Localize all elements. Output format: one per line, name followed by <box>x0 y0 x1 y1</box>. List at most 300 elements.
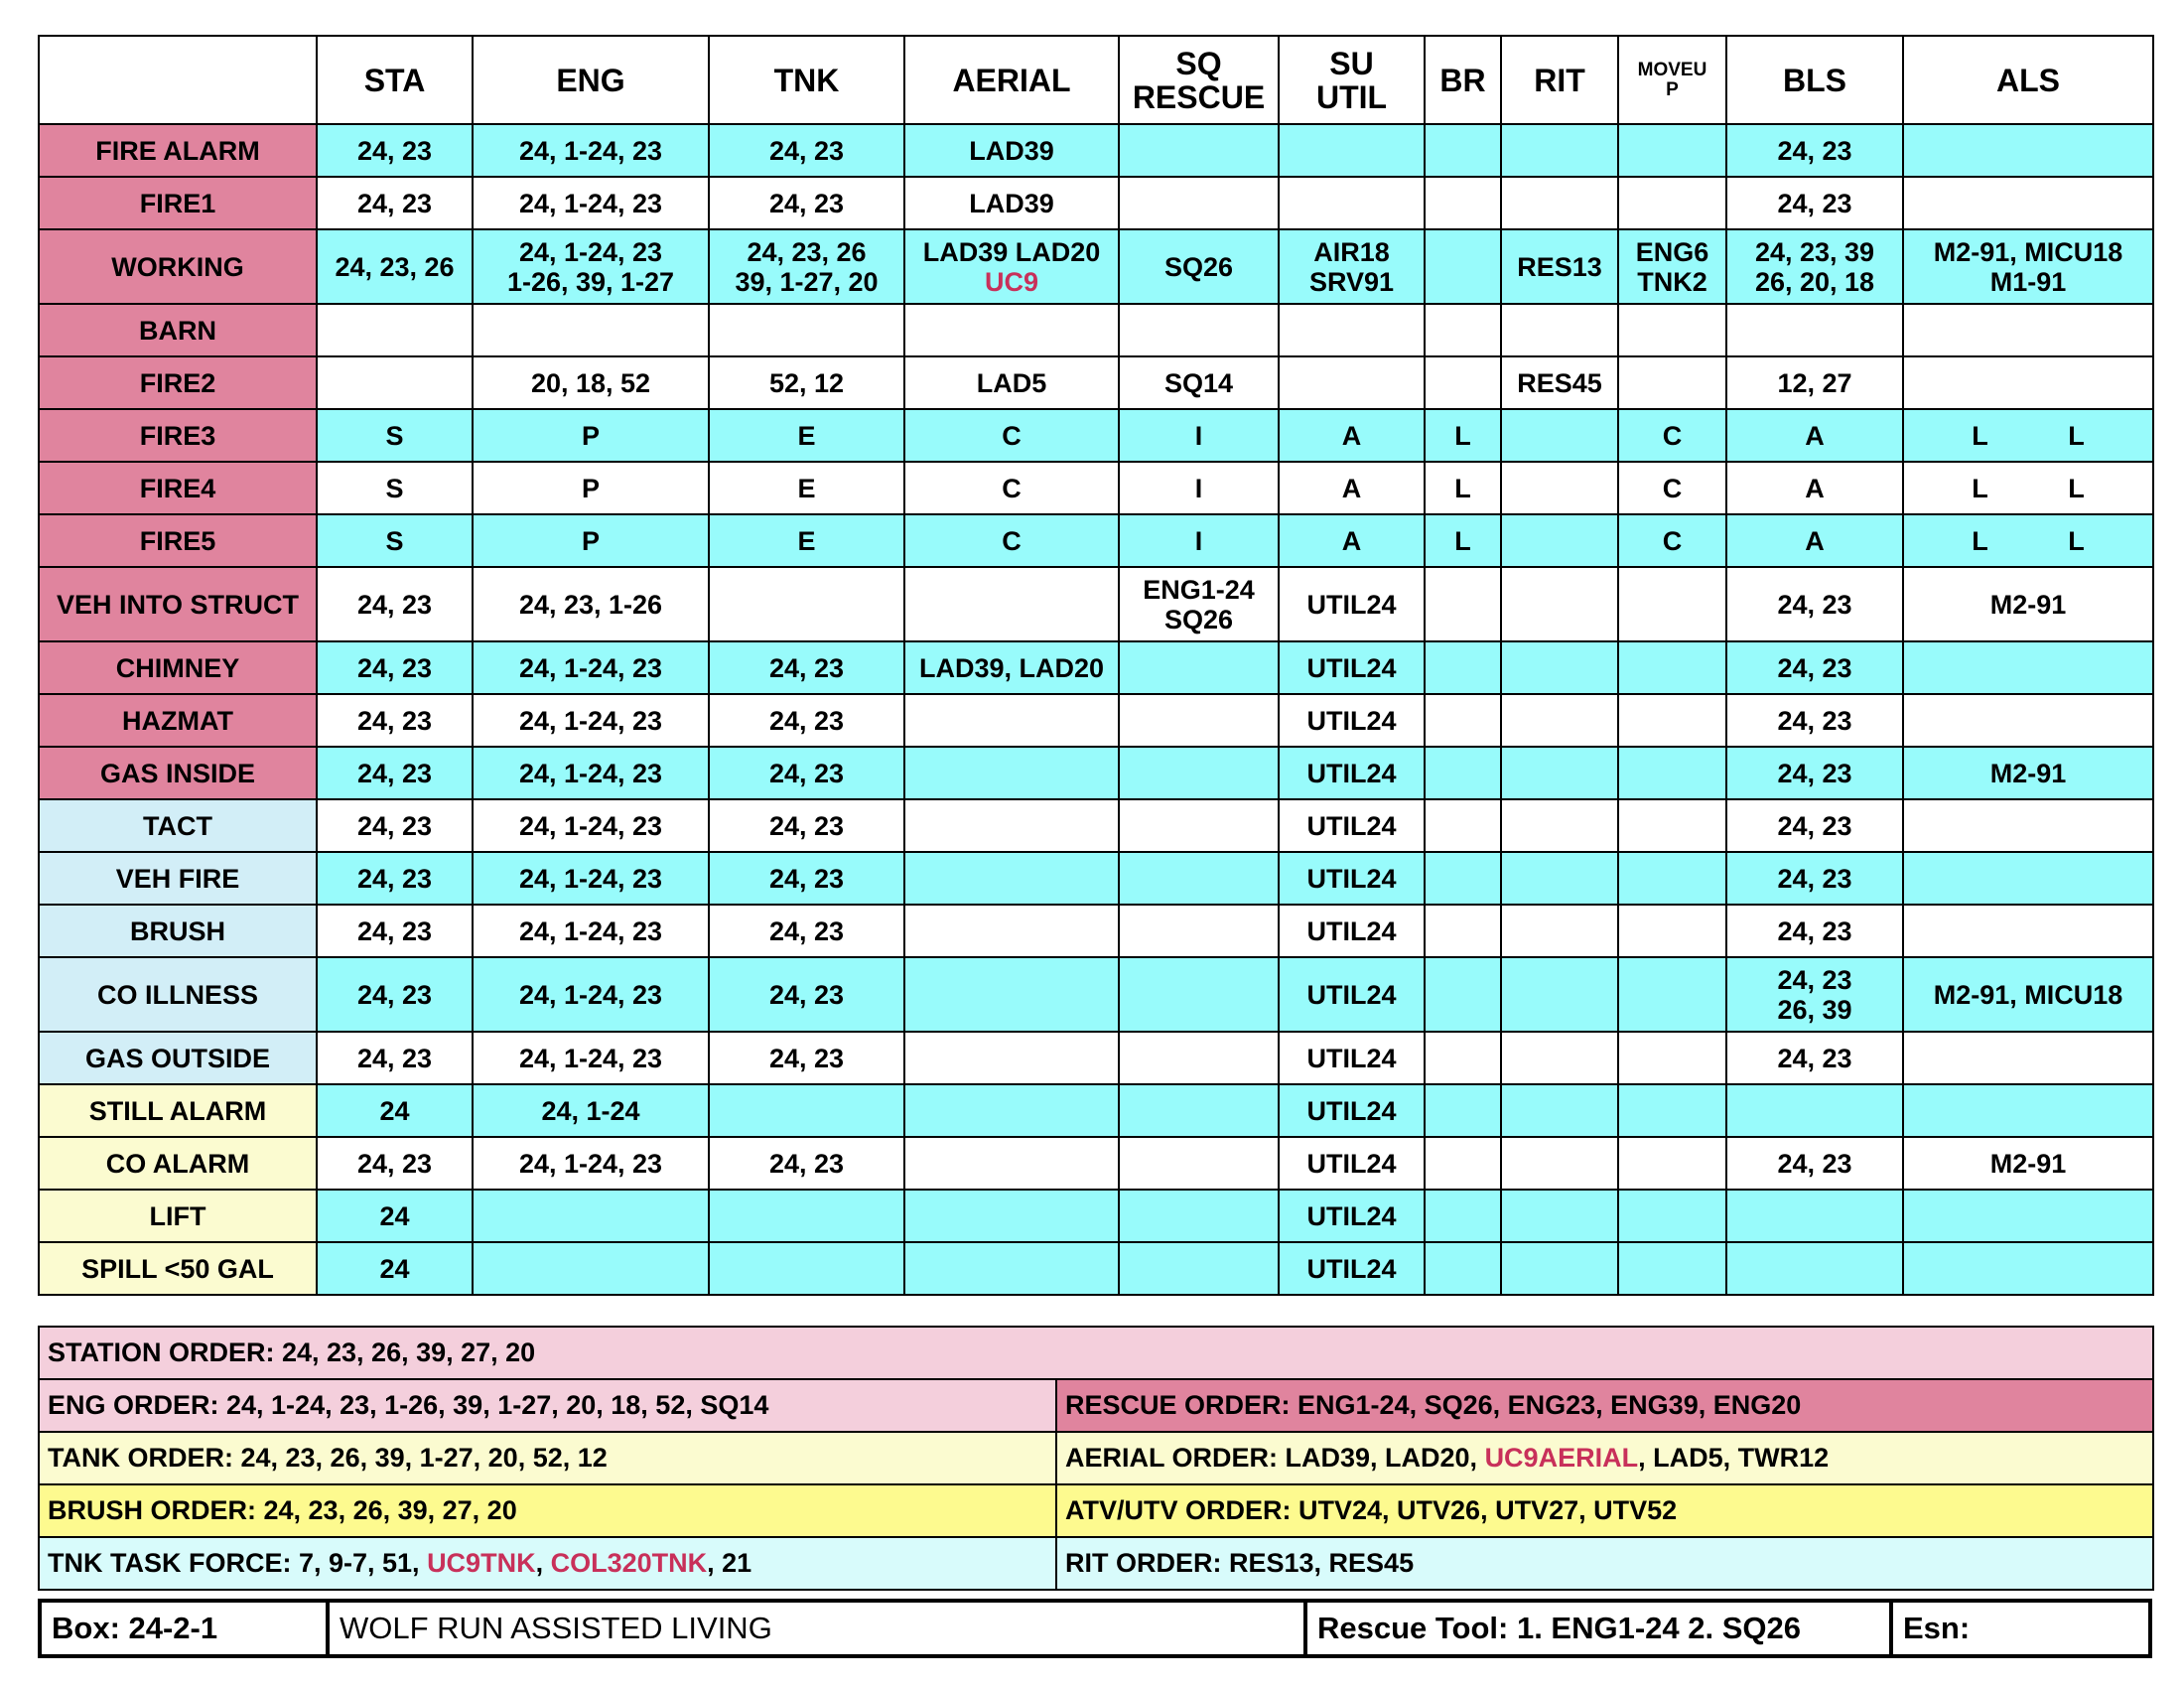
cell-text: C <box>1002 420 1022 451</box>
cell-su-util <box>1279 409 1425 462</box>
cell-aerial <box>904 747 1119 799</box>
cell-text: 24 <box>379 1253 410 1284</box>
cell-als <box>1903 641 2153 694</box>
cell-tnk <box>709 229 904 304</box>
cell-rit <box>1501 409 1618 462</box>
cell-text: C <box>1002 525 1022 556</box>
cell-text: UTIL24 <box>1306 758 1397 788</box>
cell-text: UTIL24 <box>1306 589 1397 620</box>
header-sq-rescue: SQ RESCUE <box>1119 36 1279 124</box>
cell-text: I <box>1194 525 1203 556</box>
cell-br <box>1425 852 1501 905</box>
row-label: CHIMNEY <box>39 641 317 694</box>
cell-text: 24, 23 26, 39 <box>1777 964 1852 1025</box>
cell-moveup <box>1618 905 1726 957</box>
table-row <box>39 1137 2153 1190</box>
cell-eng <box>473 304 709 356</box>
cell-text: 24, 23 <box>356 758 433 788</box>
cell-tnk <box>709 1242 904 1295</box>
cell-br <box>1425 177 1501 229</box>
cell-tnk <box>709 409 904 462</box>
aerial-order-text-end: , LAD5, TWR12 <box>1638 1443 1830 1473</box>
row-label: BARN <box>39 304 317 356</box>
cell-br <box>1425 1084 1501 1137</box>
cell-moveup <box>1618 304 1726 356</box>
cell-text: C <box>1662 420 1683 451</box>
cell-sq-rescue <box>1119 462 1279 514</box>
cell-moveup <box>1618 124 1726 177</box>
cell-text: 24, 1-24, 23 <box>518 1148 663 1179</box>
cell-als <box>1903 1084 2153 1137</box>
cell-su-util <box>1279 124 1425 177</box>
split-cell-part: L <box>1972 473 1988 503</box>
cell-sq-rescue <box>1119 124 1279 177</box>
cell-sq-rescue <box>1119 747 1279 799</box>
table-row <box>39 957 2153 1032</box>
cell-als <box>1903 747 2153 799</box>
cell-su-util <box>1279 852 1425 905</box>
cell-br <box>1425 641 1501 694</box>
cell-bls <box>1726 356 1903 409</box>
split-cell <box>1908 421 2148 451</box>
cell-eng <box>473 747 709 799</box>
cell-aerial <box>904 409 1119 462</box>
brush-atv-row <box>39 1484 2153 1537</box>
cell-text: UTIL24 <box>1306 705 1397 736</box>
cell-su-util <box>1279 229 1425 304</box>
cell-text: E <box>797 473 816 503</box>
cell-rit <box>1501 304 1618 356</box>
cell-als <box>1903 1242 2153 1295</box>
cell-text: I <box>1194 420 1203 451</box>
cell-sq-rescue <box>1119 957 1279 1032</box>
cell-text: UTIL24 <box>1306 1253 1397 1284</box>
cell-text: C <box>1662 525 1683 556</box>
table-row <box>39 1032 2153 1084</box>
cell-text: 24, 23 <box>1777 863 1852 894</box>
row-label: CO ILLNESS <box>39 957 317 1032</box>
row-label: WORKING <box>39 229 317 304</box>
task-force-text-end: , 21 <box>707 1548 752 1578</box>
cell-text: 24, 23 <box>1777 758 1852 788</box>
cell-aerial <box>904 124 1119 177</box>
cell-sq-rescue <box>1119 1190 1279 1242</box>
cell-text: 24, 23 <box>1777 915 1852 946</box>
cell-tnk <box>709 641 904 694</box>
cell-sta <box>317 177 473 229</box>
cell-bls <box>1726 1032 1903 1084</box>
cell-text: 24, 23 <box>356 810 433 841</box>
cell-aerial <box>904 304 1119 356</box>
cell-text: E <box>797 525 816 556</box>
cell-su-util <box>1279 905 1425 957</box>
rit-order: RIT ORDER: RES13, RES45 <box>1056 1537 2153 1590</box>
cell-bls <box>1726 1242 1903 1295</box>
cell-bls <box>1726 957 1903 1032</box>
cell-text: 24, 23 <box>356 915 433 946</box>
cell-tnk <box>709 124 904 177</box>
cell-text: RES45 <box>1517 367 1602 398</box>
cell-text: UTIL24 <box>1306 810 1397 841</box>
cell-sta <box>317 957 473 1032</box>
cell-text: 24, 23 <box>1777 705 1852 736</box>
cell-text: A <box>1341 473 1362 503</box>
cell-text: 24, 23 <box>768 915 845 946</box>
cell-text: P <box>581 525 600 556</box>
cell-tnk <box>709 1084 904 1137</box>
cell-text: UTIL24 <box>1306 1148 1397 1179</box>
cell-text: 24, 23 <box>768 135 845 166</box>
cell-bls <box>1726 641 1903 694</box>
cell-eng <box>473 1137 709 1190</box>
cell-text: 24, 23 <box>1777 188 1852 218</box>
cell-su-util <box>1279 304 1425 356</box>
cell-sta <box>317 1032 473 1084</box>
cell-br <box>1425 229 1501 304</box>
cell-als <box>1903 567 2153 641</box>
cell-text: LAD39 <box>969 135 1054 166</box>
cell-text: 24, 23 <box>1777 652 1852 683</box>
cell-text: S <box>385 420 404 451</box>
cell-br <box>1425 567 1501 641</box>
cell-highlight: UC9 <box>984 266 1038 297</box>
aerial-order-highlight: UC9AERIAL <box>1484 1443 1639 1473</box>
cell-aerial <box>904 356 1119 409</box>
cell-text: RES13 <box>1517 251 1602 282</box>
cell-aerial <box>904 641 1119 694</box>
station-order-row <box>39 1327 2153 1379</box>
cell-text: M2-91 <box>1989 758 2067 788</box>
table-row <box>39 304 2153 356</box>
cell-moveup <box>1618 177 1726 229</box>
tank-aerial-row <box>39 1432 2153 1484</box>
row-label: FIRE1 <box>39 177 317 229</box>
cell-sta <box>317 641 473 694</box>
cell-text: AIR18 SRV91 <box>1308 236 1395 297</box>
box-number: Box: 24-2-1 <box>42 1603 330 1654</box>
cell-rit <box>1501 356 1618 409</box>
cell-als <box>1903 1137 2153 1190</box>
cell-eng <box>473 409 709 462</box>
split-cell-part: L <box>2068 473 2085 503</box>
cell-text: 24, 23 <box>356 589 433 620</box>
cell-rit <box>1501 957 1618 1032</box>
cell-sq-rescue <box>1119 409 1279 462</box>
cell-bls <box>1726 905 1903 957</box>
cell-bls <box>1726 1084 1903 1137</box>
cell-aerial <box>904 1084 1119 1137</box>
atv-utv-order: ATV/UTV ORDER: UTV24, UTV26, UTV27, UTV52 <box>1056 1484 2153 1537</box>
cell-als <box>1903 1190 2153 1242</box>
row-label: VEH INTO STRUCT <box>39 567 317 641</box>
table-row <box>39 1084 2153 1137</box>
table-row <box>39 747 2153 799</box>
cell-sq-rescue <box>1119 304 1279 356</box>
cell-text: 24, 1-24, 23 <box>518 188 663 218</box>
task-force-highlight-2: COL320TNK <box>550 1548 708 1578</box>
cell-text: 24, 23 <box>356 1043 433 1073</box>
row-label: STILL ALARM <box>39 1084 317 1137</box>
cell-text: 24, 1-24, 23 <box>518 758 663 788</box>
cell-text: SQ14 <box>1163 367 1234 398</box>
cell-moveup <box>1618 567 1726 641</box>
cell-bls <box>1726 409 1903 462</box>
table-row <box>39 905 2153 957</box>
table-row <box>39 1190 2153 1242</box>
aerial-order-text: AERIAL ORDER: LAD39, LAD20, <box>1065 1443 1485 1473</box>
cell-als <box>1903 1032 2153 1084</box>
header-moveup: MOVEU P <box>1618 36 1726 124</box>
cell-text: 24, 23 <box>356 979 433 1010</box>
cell-sta <box>317 356 473 409</box>
cell-tnk <box>709 462 904 514</box>
cell-sta <box>317 1084 473 1137</box>
cell-rit <box>1501 852 1618 905</box>
cell-text: 24, 23, 1-26 <box>518 589 663 620</box>
header-aerial: AERIAL <box>904 36 1119 124</box>
cell-rit <box>1501 514 1618 567</box>
cell-text: M2-91, MICU18 <box>1933 979 2123 1010</box>
tank-task-force <box>39 1537 1056 1590</box>
cell-tnk <box>709 957 904 1032</box>
box-info-bar <box>38 1599 2152 1658</box>
cell-aerial <box>904 229 1119 304</box>
cell-text: ENG1-24 SQ26 <box>1143 574 1255 634</box>
cell-aerial <box>904 957 1119 1032</box>
cell-su-util <box>1279 1137 1425 1190</box>
cell-br <box>1425 1242 1501 1295</box>
cell-aerial <box>904 799 1119 852</box>
row-label: LIFT <box>39 1190 317 1242</box>
cell-moveup <box>1618 1190 1726 1242</box>
cell-aerial <box>904 514 1119 567</box>
cell-text: A <box>1805 420 1825 451</box>
cell-tnk <box>709 905 904 957</box>
cell-text: S <box>385 525 404 556</box>
table-row <box>39 567 2153 641</box>
taskforce-rit-row <box>39 1537 2153 1590</box>
cell-als <box>1903 852 2153 905</box>
cell-su-util <box>1279 356 1425 409</box>
cell-moveup <box>1618 1137 1726 1190</box>
cell-eng <box>473 1032 709 1084</box>
cell-sq-rescue <box>1119 229 1279 304</box>
cell-br <box>1425 304 1501 356</box>
cell-text: 12, 27 <box>1777 367 1852 398</box>
cell-rit <box>1501 1032 1618 1084</box>
cell-text: 24, 1-24 <box>541 1095 640 1126</box>
cell-rit <box>1501 567 1618 641</box>
cell-br <box>1425 905 1501 957</box>
cell-text: E <box>797 420 816 451</box>
cell-eng <box>473 356 709 409</box>
cell-text: 24, 1-24, 23 <box>518 863 663 894</box>
header-row <box>39 36 2153 124</box>
row-label: HAZMAT <box>39 694 317 747</box>
header-br: BR <box>1425 36 1501 124</box>
cell-sq-rescue <box>1119 1032 1279 1084</box>
cell-rit <box>1501 694 1618 747</box>
cell-eng <box>473 641 709 694</box>
cell-eng <box>473 177 709 229</box>
cell-text: 24, 23 <box>1777 1043 1852 1073</box>
cell-tnk <box>709 747 904 799</box>
cell-aerial <box>904 852 1119 905</box>
cell-moveup <box>1618 1242 1726 1295</box>
cell-sta <box>317 905 473 957</box>
cell-text: P <box>581 473 600 503</box>
cell-bls <box>1726 799 1903 852</box>
cell-eng <box>473 799 709 852</box>
cell-tnk <box>709 1032 904 1084</box>
cell-text: UTIL24 <box>1306 863 1397 894</box>
cell-br <box>1425 1190 1501 1242</box>
cell-eng <box>473 957 709 1032</box>
cell-text: 24, 23 <box>1777 810 1852 841</box>
cell-sta <box>317 1137 473 1190</box>
cell-text: 24, 23 <box>768 652 845 683</box>
cell-tnk <box>709 356 904 409</box>
cell-su-util <box>1279 177 1425 229</box>
cell-eng <box>473 694 709 747</box>
cell-sq-rescue <box>1119 1084 1279 1137</box>
row-label: FIRE4 <box>39 462 317 514</box>
cell-text: LAD39 LAD20 <box>922 236 1101 267</box>
cell-aerial <box>904 567 1119 641</box>
tank-order: TANK ORDER: 24, 23, 26, 39, 1-27, 20, 52, 12 <box>39 1432 1056 1484</box>
row-label: VEH FIRE <box>39 852 317 905</box>
cell-moveup <box>1618 514 1726 567</box>
cell-text: 24, 1-24, 23 <box>518 979 663 1010</box>
cell-sq-rescue <box>1119 852 1279 905</box>
table-row <box>39 1242 2153 1295</box>
cell-text: 24, 23 <box>356 705 433 736</box>
box-location-name: WOLF RUN ASSISTED LIVING <box>330 1603 1307 1654</box>
header-sta: STA <box>317 36 473 124</box>
cell-moveup <box>1618 799 1726 852</box>
cell-text: 52, 12 <box>768 367 845 398</box>
cell-text: 24, 1-24, 23 <box>518 1043 663 1073</box>
brush-order: BRUSH ORDER: 24, 23, 26, 39, 27, 20 <box>39 1484 1056 1537</box>
split-cell <box>1908 526 2148 556</box>
cell-eng <box>473 1084 709 1137</box>
cell-text: 24, 23 <box>768 863 845 894</box>
cell-rit <box>1501 462 1618 514</box>
cell-sta <box>317 514 473 567</box>
cell-text: L <box>1454 420 1471 451</box>
task-force-highlight-1: UC9TNK <box>427 1548 536 1578</box>
cell-bls <box>1726 747 1903 799</box>
cell-su-util <box>1279 1084 1425 1137</box>
cell-text: 24, 23 <box>1777 589 1852 620</box>
cell-text: UTIL24 <box>1306 979 1397 1010</box>
cell-bls <box>1726 567 1903 641</box>
cell-rit <box>1501 1242 1618 1295</box>
table-row <box>39 799 2153 852</box>
header-als: ALS <box>1903 36 2153 124</box>
cell-text: A <box>1341 525 1362 556</box>
cell-moveup <box>1618 694 1726 747</box>
table-row <box>39 694 2153 747</box>
cell-moveup <box>1618 1032 1726 1084</box>
cell-bls <box>1726 124 1903 177</box>
row-label: BRUSH <box>39 905 317 957</box>
cell-tnk <box>709 567 904 641</box>
row-label: FIRE3 <box>39 409 317 462</box>
cell-text: A <box>1805 525 1825 556</box>
cell-sta <box>317 124 473 177</box>
cell-br <box>1425 514 1501 567</box>
cell-eng <box>473 124 709 177</box>
cell-sq-rescue <box>1119 514 1279 567</box>
cell-moveup <box>1618 747 1726 799</box>
cell-text: SQ26 <box>1163 251 1234 282</box>
cell-su-util <box>1279 1032 1425 1084</box>
cell-bls <box>1726 694 1903 747</box>
cell-text: 24 <box>379 1200 410 1231</box>
cell-sta <box>317 229 473 304</box>
cell-eng <box>473 229 709 304</box>
table-row <box>39 852 2153 905</box>
cell-text: UTIL24 <box>1306 1043 1397 1073</box>
response-matrix-body <box>39 124 2153 1295</box>
cell-rit <box>1501 799 1618 852</box>
cell-rit <box>1501 905 1618 957</box>
split-cell-part: L <box>1972 525 1988 556</box>
cell-text: UTIL24 <box>1306 1095 1397 1126</box>
row-label: GAS OUTSIDE <box>39 1032 317 1084</box>
esn-field: Esn: <box>1903 1611 1971 1645</box>
row-label: SPILL <50 GAL <box>39 1242 317 1295</box>
cell-text: 24, 23, 26 39, 1-27, 20 <box>735 236 879 297</box>
row-label: GAS INSIDE <box>39 747 317 799</box>
cell-aerial <box>904 694 1119 747</box>
cell-text: 24, 23 <box>768 1148 845 1179</box>
cell-tnk <box>709 514 904 567</box>
table-row <box>39 514 2153 567</box>
cell-tnk <box>709 304 904 356</box>
cell-aerial <box>904 1242 1119 1295</box>
cell-als <box>1903 694 2153 747</box>
cell-als <box>1903 304 2153 356</box>
cell-text: 24, 1-24, 23 1-26, 39, 1-27 <box>506 236 675 297</box>
cell-sq-rescue <box>1119 356 1279 409</box>
cell-sta <box>317 462 473 514</box>
cell-text: 24, 23 <box>768 758 845 788</box>
cell-sta <box>317 694 473 747</box>
cell-su-util <box>1279 799 1425 852</box>
cell-text: L <box>1454 473 1471 503</box>
cell-text: 24, 23 <box>1777 1148 1852 1179</box>
cell-aerial <box>904 1032 1119 1084</box>
cell-text: 24, 23 <box>768 188 845 218</box>
cell-bls <box>1726 229 1903 304</box>
cell-br <box>1425 1137 1501 1190</box>
cell-text: 24, 23 <box>356 1148 433 1179</box>
cell-moveup <box>1618 641 1726 694</box>
cell-sta <box>317 567 473 641</box>
row-label: FIRE ALARM <box>39 124 317 177</box>
cell-bls <box>1726 462 1903 514</box>
cell-text: 24, 23 <box>768 705 845 736</box>
cell-br <box>1425 957 1501 1032</box>
cell-sta <box>317 304 473 356</box>
cell-text: 24, 23 <box>768 979 845 1010</box>
cell-rit <box>1501 747 1618 799</box>
cell-text: C <box>1002 473 1022 503</box>
split-cell-part: L <box>1972 420 1988 451</box>
cell-als <box>1903 229 2153 304</box>
